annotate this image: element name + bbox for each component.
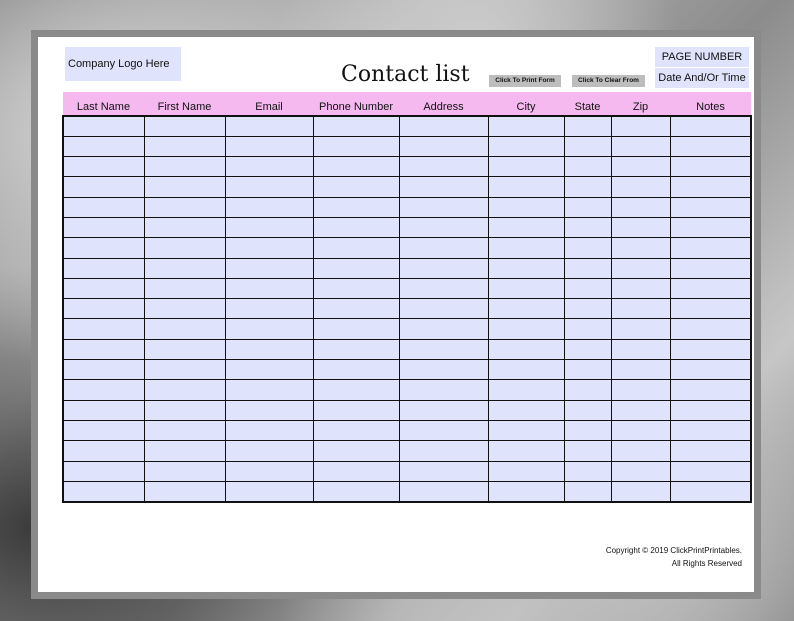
input-cell-phone-number[interactable] xyxy=(313,400,399,420)
input-cell-notes[interactable] xyxy=(670,441,751,461)
input-cell-email[interactable] xyxy=(225,136,313,156)
input-cell-city[interactable] xyxy=(488,116,564,136)
input-cell-zip[interactable] xyxy=(611,339,670,359)
input-cell-email[interactable] xyxy=(225,420,313,440)
input-cell-address[interactable] xyxy=(399,380,488,400)
input-cell-phone-number[interactable] xyxy=(313,441,399,461)
table-row xyxy=(63,400,751,420)
input-cell-city[interactable] xyxy=(488,420,564,440)
input-cell-city[interactable] xyxy=(488,339,564,359)
input-cell-notes[interactable] xyxy=(670,197,751,217)
input-cell-address[interactable] xyxy=(399,258,488,278)
input-cell-state[interactable] xyxy=(564,278,611,298)
input-cell-last-name[interactable] xyxy=(63,319,144,339)
table-row xyxy=(63,461,751,481)
input-cell-city[interactable] xyxy=(488,278,564,298)
input-cell-state[interactable] xyxy=(564,461,611,481)
input-cell-address[interactable] xyxy=(399,420,488,440)
table-row xyxy=(63,360,751,380)
input-cell-first-name[interactable] xyxy=(144,238,225,258)
input-cell-email[interactable] xyxy=(225,116,313,136)
print-form-button[interactable]: Click To Print Form xyxy=(489,75,561,87)
input-cell-first-name[interactable] xyxy=(144,116,225,136)
input-cell-city[interactable] xyxy=(488,177,564,197)
input-cell-state[interactable] xyxy=(564,197,611,217)
input-cell-first-name[interactable] xyxy=(144,278,225,298)
input-cell-phone-number[interactable] xyxy=(313,177,399,197)
table-row xyxy=(63,278,751,298)
input-cell-last-name[interactable] xyxy=(63,461,144,481)
input-cell-address[interactable] xyxy=(399,136,488,156)
table-row xyxy=(63,136,751,156)
input-cell-state[interactable] xyxy=(564,258,611,278)
input-cell-last-name[interactable] xyxy=(63,420,144,440)
input-cell-notes[interactable] xyxy=(670,400,751,420)
input-cell-city[interactable] xyxy=(488,197,564,217)
column-header-phone-number: Phone Number xyxy=(313,92,399,116)
input-cell-phone-number[interactable] xyxy=(313,136,399,156)
input-cell-notes[interactable] xyxy=(670,258,751,278)
input-cell-first-name[interactable] xyxy=(144,400,225,420)
input-cell-email[interactable] xyxy=(225,360,313,380)
input-cell-phone-number[interactable] xyxy=(313,360,399,380)
input-cell-email[interactable] xyxy=(225,481,313,501)
column-header-email: Email xyxy=(225,92,313,116)
input-cell-last-name[interactable] xyxy=(63,339,144,359)
input-cell-email[interactable] xyxy=(225,197,313,217)
input-cell-last-name[interactable] xyxy=(63,441,144,461)
input-cell-notes[interactable] xyxy=(670,461,751,481)
table-row xyxy=(63,481,751,501)
input-cell-email[interactable] xyxy=(225,258,313,278)
input-cell-state[interactable] xyxy=(564,481,611,501)
input-cell-first-name[interactable] xyxy=(144,481,225,501)
date-time-field[interactable]: Date And/Or Time xyxy=(655,68,749,88)
table-row xyxy=(63,319,751,339)
input-cell-last-name[interactable] xyxy=(63,177,144,197)
input-cell-email[interactable] xyxy=(225,157,313,177)
input-cell-last-name[interactable] xyxy=(63,360,144,380)
input-cell-zip[interactable] xyxy=(611,116,670,136)
input-cell-phone-number[interactable] xyxy=(313,461,399,481)
input-cell-notes[interactable] xyxy=(670,420,751,440)
input-cell-email[interactable] xyxy=(225,441,313,461)
table-row xyxy=(63,217,751,237)
input-cell-last-name[interactable] xyxy=(63,136,144,156)
input-cell-last-name[interactable] xyxy=(63,157,144,177)
input-cell-notes[interactable] xyxy=(670,157,751,177)
form-page xyxy=(31,30,761,599)
input-cell-address[interactable] xyxy=(399,339,488,359)
table-row xyxy=(63,258,751,278)
input-cell-city[interactable] xyxy=(488,400,564,420)
input-cell-city[interactable] xyxy=(488,217,564,237)
input-cell-zip[interactable] xyxy=(611,360,670,380)
input-cell-state[interactable] xyxy=(564,299,611,319)
input-cell-zip[interactable] xyxy=(611,461,670,481)
input-cell-address[interactable] xyxy=(399,299,488,319)
input-cell-email[interactable] xyxy=(225,278,313,298)
input-cell-notes[interactable] xyxy=(670,217,751,237)
input-cell-phone-number[interactable] xyxy=(313,157,399,177)
table-row xyxy=(63,116,751,136)
input-cell-notes[interactable] xyxy=(670,380,751,400)
input-cell-zip[interactable] xyxy=(611,420,670,440)
table-row xyxy=(63,420,751,440)
contact-table xyxy=(62,92,750,503)
input-cell-last-name[interactable] xyxy=(63,299,144,319)
input-cell-last-name[interactable] xyxy=(63,238,144,258)
input-cell-zip[interactable] xyxy=(611,319,670,339)
input-cell-first-name[interactable] xyxy=(144,441,225,461)
input-cell-zip[interactable] xyxy=(611,481,670,501)
input-cell-state[interactable] xyxy=(564,177,611,197)
input-cell-email[interactable] xyxy=(225,299,313,319)
input-cell-address[interactable] xyxy=(399,157,488,177)
input-cell-city[interactable] xyxy=(488,136,564,156)
input-cell-last-name[interactable] xyxy=(63,197,144,217)
input-cell-zip[interactable] xyxy=(611,217,670,237)
input-cell-state[interactable] xyxy=(564,380,611,400)
input-cell-first-name[interactable] xyxy=(144,461,225,481)
input-cell-phone-number[interactable] xyxy=(313,278,399,298)
table-row xyxy=(63,380,751,400)
input-cell-state[interactable] xyxy=(564,319,611,339)
rights-line: All Rights Reserved xyxy=(671,559,742,568)
input-cell-last-name[interactable] xyxy=(63,258,144,278)
input-cell-address[interactable] xyxy=(399,116,488,136)
input-cell-first-name[interactable] xyxy=(144,360,225,380)
input-cell-phone-number[interactable] xyxy=(313,380,399,400)
input-cell-notes[interactable] xyxy=(670,481,751,501)
input-cell-zip[interactable] xyxy=(611,299,670,319)
input-cell-phone-number[interactable] xyxy=(313,258,399,278)
input-cell-email[interactable] xyxy=(225,217,313,237)
input-cell-state[interactable] xyxy=(564,400,611,420)
input-cell-zip[interactable] xyxy=(611,238,670,258)
input-cell-city[interactable] xyxy=(488,157,564,177)
input-cell-notes[interactable] xyxy=(670,116,751,136)
input-cell-first-name[interactable] xyxy=(144,339,225,359)
input-cell-first-name[interactable] xyxy=(144,157,225,177)
input-cell-notes[interactable] xyxy=(670,278,751,298)
input-cell-last-name[interactable] xyxy=(63,481,144,501)
input-cell-notes[interactable] xyxy=(670,136,751,156)
input-cell-phone-number[interactable] xyxy=(313,116,399,136)
input-cell-state[interactable] xyxy=(564,238,611,258)
input-cell-first-name[interactable] xyxy=(144,136,225,156)
input-cell-phone-number[interactable] xyxy=(313,197,399,217)
copyright-line: Copyright © 2019 ClickPrintPrintables. xyxy=(605,546,742,555)
input-cell-last-name[interactable] xyxy=(63,116,144,136)
input-cell-state[interactable] xyxy=(564,339,611,359)
input-cell-notes[interactable] xyxy=(670,177,751,197)
input-cell-address[interactable] xyxy=(399,461,488,481)
input-cell-city[interactable] xyxy=(488,461,564,481)
input-cell-address[interactable] xyxy=(399,217,488,237)
input-cell-email[interactable] xyxy=(225,400,313,420)
input-cell-city[interactable] xyxy=(488,441,564,461)
input-cell-state[interactable] xyxy=(564,217,611,237)
input-cell-state[interactable] xyxy=(564,157,611,177)
input-cell-zip[interactable] xyxy=(611,380,670,400)
column-header-first-name: First Name xyxy=(144,92,225,116)
input-cell-first-name[interactable] xyxy=(144,380,225,400)
table-row xyxy=(63,197,751,217)
input-cell-phone-number[interactable] xyxy=(313,319,399,339)
input-cell-phone-number[interactable] xyxy=(313,420,399,440)
table-body xyxy=(63,116,751,502)
input-cell-city[interactable] xyxy=(488,380,564,400)
input-cell-city[interactable] xyxy=(488,299,564,319)
input-cell-email[interactable] xyxy=(225,339,313,359)
input-cell-city[interactable] xyxy=(488,319,564,339)
table-header-row xyxy=(63,92,751,116)
table-row xyxy=(63,157,751,177)
column-header-state: State xyxy=(564,92,611,116)
input-cell-phone-number[interactable] xyxy=(313,299,399,319)
copyright-notice xyxy=(606,544,742,570)
input-cell-address[interactable] xyxy=(399,238,488,258)
input-cell-email[interactable] xyxy=(225,319,313,339)
input-cell-first-name[interactable] xyxy=(144,177,225,197)
input-cell-zip[interactable] xyxy=(611,258,670,278)
table-row xyxy=(63,339,751,359)
input-cell-notes[interactable] xyxy=(670,339,751,359)
input-cell-state[interactable] xyxy=(564,360,611,380)
column-header-last-name: Last Name xyxy=(63,92,144,116)
input-cell-last-name[interactable] xyxy=(63,400,144,420)
input-cell-phone-number[interactable] xyxy=(313,339,399,359)
input-cell-zip[interactable] xyxy=(611,441,670,461)
input-cell-notes[interactable] xyxy=(670,360,751,380)
table-row xyxy=(63,177,751,197)
input-cell-address[interactable] xyxy=(399,400,488,420)
input-cell-email[interactable] xyxy=(225,238,313,258)
input-cell-first-name[interactable] xyxy=(144,258,225,278)
input-cell-last-name[interactable] xyxy=(63,278,144,298)
table-row xyxy=(63,238,751,258)
column-header-address: Address xyxy=(399,92,488,116)
input-cell-zip[interactable] xyxy=(611,400,670,420)
input-cell-email[interactable] xyxy=(225,380,313,400)
input-cell-state[interactable] xyxy=(564,136,611,156)
input-cell-zip[interactable] xyxy=(611,157,670,177)
column-header-notes: Notes xyxy=(670,92,751,116)
column-header-city: City xyxy=(488,92,564,116)
input-cell-first-name[interactable] xyxy=(144,217,225,237)
input-cell-city[interactable] xyxy=(488,258,564,278)
input-cell-first-name[interactable] xyxy=(144,420,225,440)
input-cell-address[interactable] xyxy=(399,278,488,298)
company-logo-placeholder: Company Logo Here xyxy=(65,47,181,81)
input-cell-zip[interactable] xyxy=(611,197,670,217)
input-cell-first-name[interactable] xyxy=(144,197,225,217)
input-cell-zip[interactable] xyxy=(611,136,670,156)
table-row xyxy=(63,441,751,461)
page-number-field[interactable]: PAGE NUMBER xyxy=(655,47,749,67)
input-cell-state[interactable] xyxy=(564,420,611,440)
input-cell-address[interactable] xyxy=(399,177,488,197)
input-cell-address[interactable] xyxy=(399,319,488,339)
input-cell-phone-number[interactable] xyxy=(313,217,399,237)
input-cell-city[interactable] xyxy=(488,360,564,380)
input-cell-notes[interactable] xyxy=(670,319,751,339)
input-cell-phone-number[interactable] xyxy=(313,481,399,501)
input-cell-address[interactable] xyxy=(399,360,488,380)
input-cell-email[interactable] xyxy=(225,461,313,481)
input-cell-address[interactable] xyxy=(399,441,488,461)
input-cell-address[interactable] xyxy=(399,481,488,501)
input-cell-state[interactable] xyxy=(564,116,611,136)
clear-form-button[interactable]: Click To Clear From xyxy=(572,75,645,87)
input-cell-zip[interactable] xyxy=(611,177,670,197)
input-cell-state[interactable] xyxy=(564,441,611,461)
input-cell-notes[interactable] xyxy=(670,299,751,319)
input-cell-last-name[interactable] xyxy=(63,380,144,400)
column-header-zip: Zip xyxy=(611,92,670,116)
input-cell-first-name[interactable] xyxy=(144,319,225,339)
input-cell-city[interactable] xyxy=(488,481,564,501)
input-cell-last-name[interactable] xyxy=(63,217,144,237)
page-title: Contact list xyxy=(341,62,470,87)
input-cell-address[interactable] xyxy=(399,197,488,217)
input-cell-email[interactable] xyxy=(225,177,313,197)
input-cell-first-name[interactable] xyxy=(144,299,225,319)
input-cell-notes[interactable] xyxy=(670,238,751,258)
input-cell-phone-number[interactable] xyxy=(313,238,399,258)
input-cell-city[interactable] xyxy=(488,238,564,258)
input-cell-zip[interactable] xyxy=(611,278,670,298)
table-row xyxy=(63,299,751,319)
